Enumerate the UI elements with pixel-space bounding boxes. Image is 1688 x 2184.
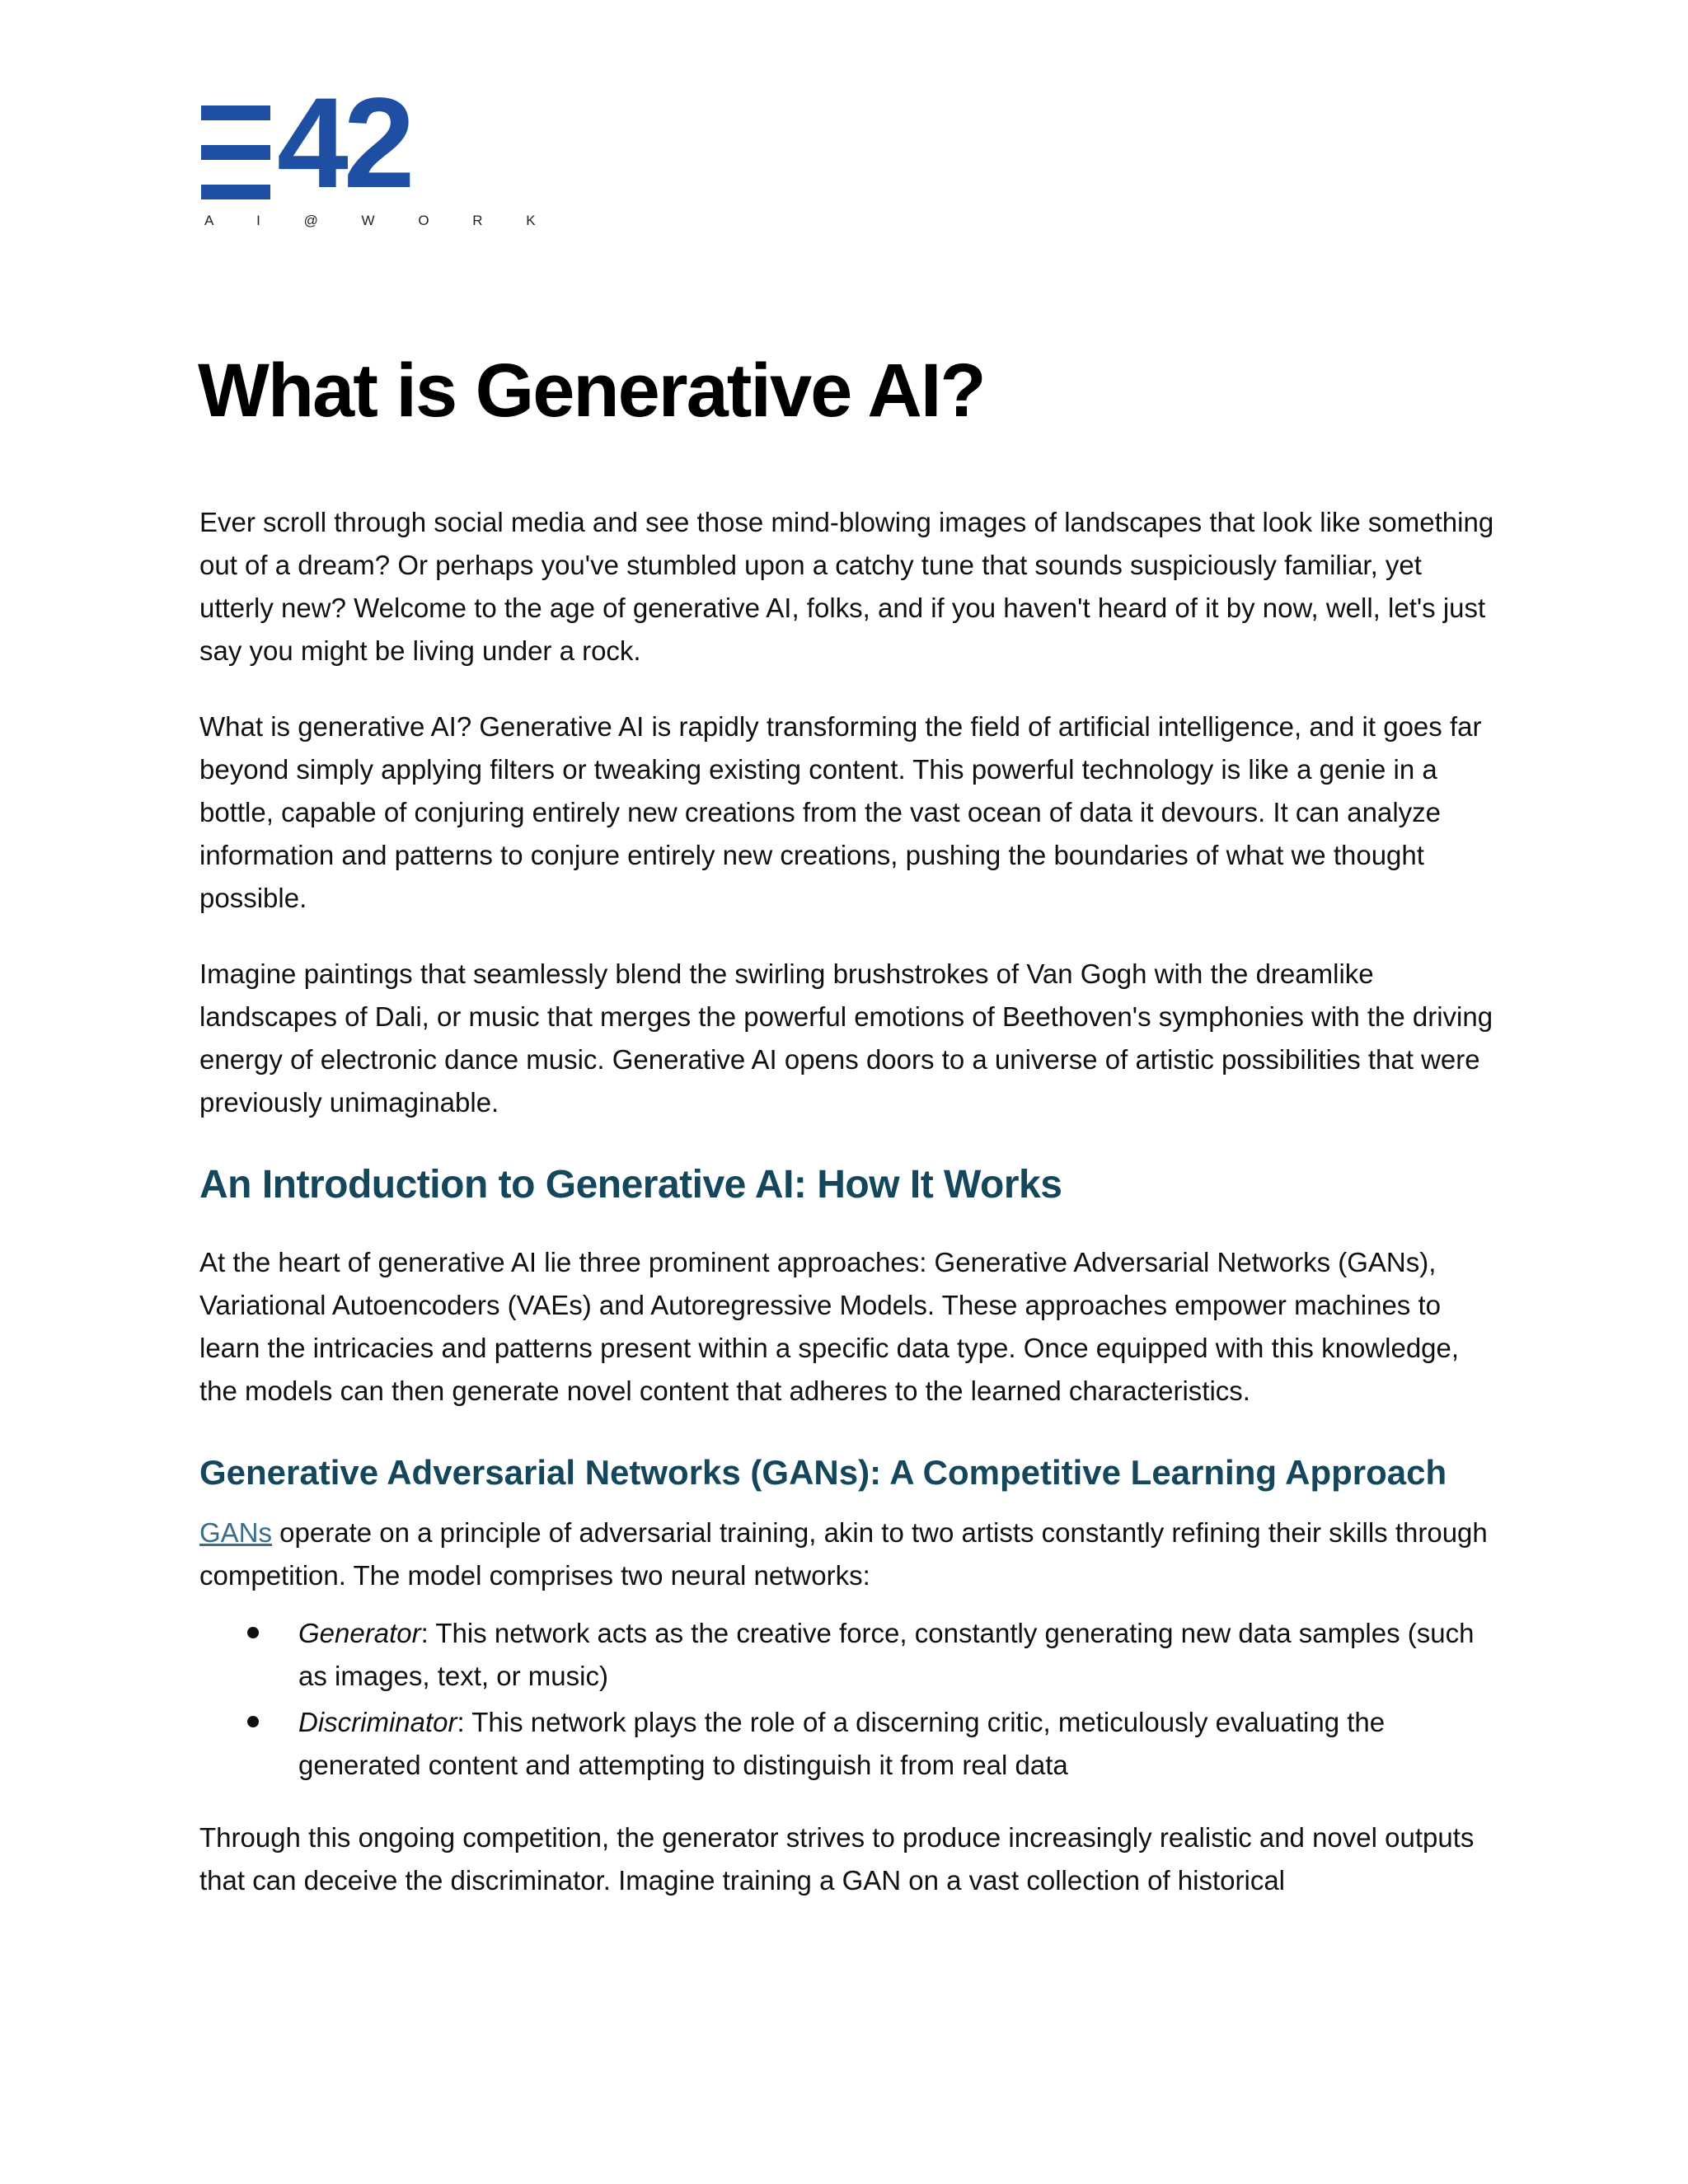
gans-link[interactable]: GANs — [199, 1517, 273, 1548]
gans-closing-paragraph: Through this ongoing competition, the generator strives to produce increasingly realistic and novel outputs that can deceive the discriminator. Imagine training a GAN on a vast collection of historical — [199, 1822, 1475, 1896]
logo-tagline: A I @ W O R K — [204, 213, 556, 228]
gans-paragraph-text: operate on a principle of adversarial training, akin to two artists constantly refining their skills through competition. The model comprises two neural networks: — [199, 1517, 1488, 1591]
logo-bar-top — [201, 105, 270, 120]
list-item-generator — [199, 1612, 1502, 1698]
generator-description: : This network acts as the creative force, constantly generating new data samples (such as images, text, or music) — [298, 1618, 1475, 1691]
section-heading-gans: Generative Adversarial Networks (GANs): A Competitive Learning Approach — [199, 1453, 1447, 1492]
logo-e-mark — [201, 105, 270, 199]
term-generator: Generator — [298, 1618, 421, 1648]
how-it-works-paragraph: At the heart of generative AI lie three prominent approaches: Generative Adversarial Networks (GANs), Variational Autoencoders (VAEs) and Autoregressive Models. These approaches empower machines to learn the intricacies and patterns present within a specific data type. Once equipped with this knowledge, the models can then generate novel content that adheres to the learned characteristics. — [199, 1247, 1460, 1406]
logo-bar-middle — [201, 145, 270, 160]
page-title: What is Generative AI? — [198, 349, 985, 433]
intro-paragraph-2: What is generative AI? Generative AI is rapidly transforming the field of artificial intelligence, and it goes far beyond simply applying filters or tweaking existing content. This powerful technology is like a genie in a bottle, capable of conjuring entirely new creations from the vast ocean of data it devours. It can analyze information and patterns to conjure entirely new creations, pushing the boundaries of what we thought possible. — [199, 711, 1482, 913]
e42-logo[interactable] — [201, 72, 556, 237]
list-item-discriminator — [199, 1701, 1502, 1787]
gan-components-list — [199, 1612, 1502, 1787]
discriminator-description: : This network plays the role of a discerning critic, meticulously evaluating the generated content and attempting to distinguish it from real data — [298, 1707, 1386, 1780]
intro-paragraph-3: Imagine paintings that seamlessly blend the swirling brushstrokes of Van Gogh with the dreamlike landscapes of Dali, or music that merges the powerful emotions of Beethoven's symphonies with the driving energy of electronic dance music. Generative AI opens doors to a universe of artistic possibilities that were previously unimaginable. — [199, 958, 1493, 1118]
logo-number: 42 — [277, 72, 410, 215]
article-body — [199, 501, 1502, 1935]
logo-bar-bottom — [201, 185, 270, 199]
bullet-icon — [247, 1627, 259, 1638]
term-discriminator: Discriminator — [298, 1707, 457, 1737]
bullet-icon — [247, 1716, 259, 1727]
gans-paragraph — [199, 1511, 1502, 1597]
section-heading-how-it-works: An Introduction to Generative AI: How It Works — [199, 1163, 1062, 1207]
intro-paragraph-1: Ever scroll through social media and see those mind-blowing images of landscapes that look like something out of a dream? Or perhaps you've stumbled upon a catchy tune that sounds suspiciously familiar, yet utterly new? Welcome to the age of generative AI, folks, and if you haven't heard of it by now, well, let's just say you might be living under a rock. — [199, 507, 1494, 666]
